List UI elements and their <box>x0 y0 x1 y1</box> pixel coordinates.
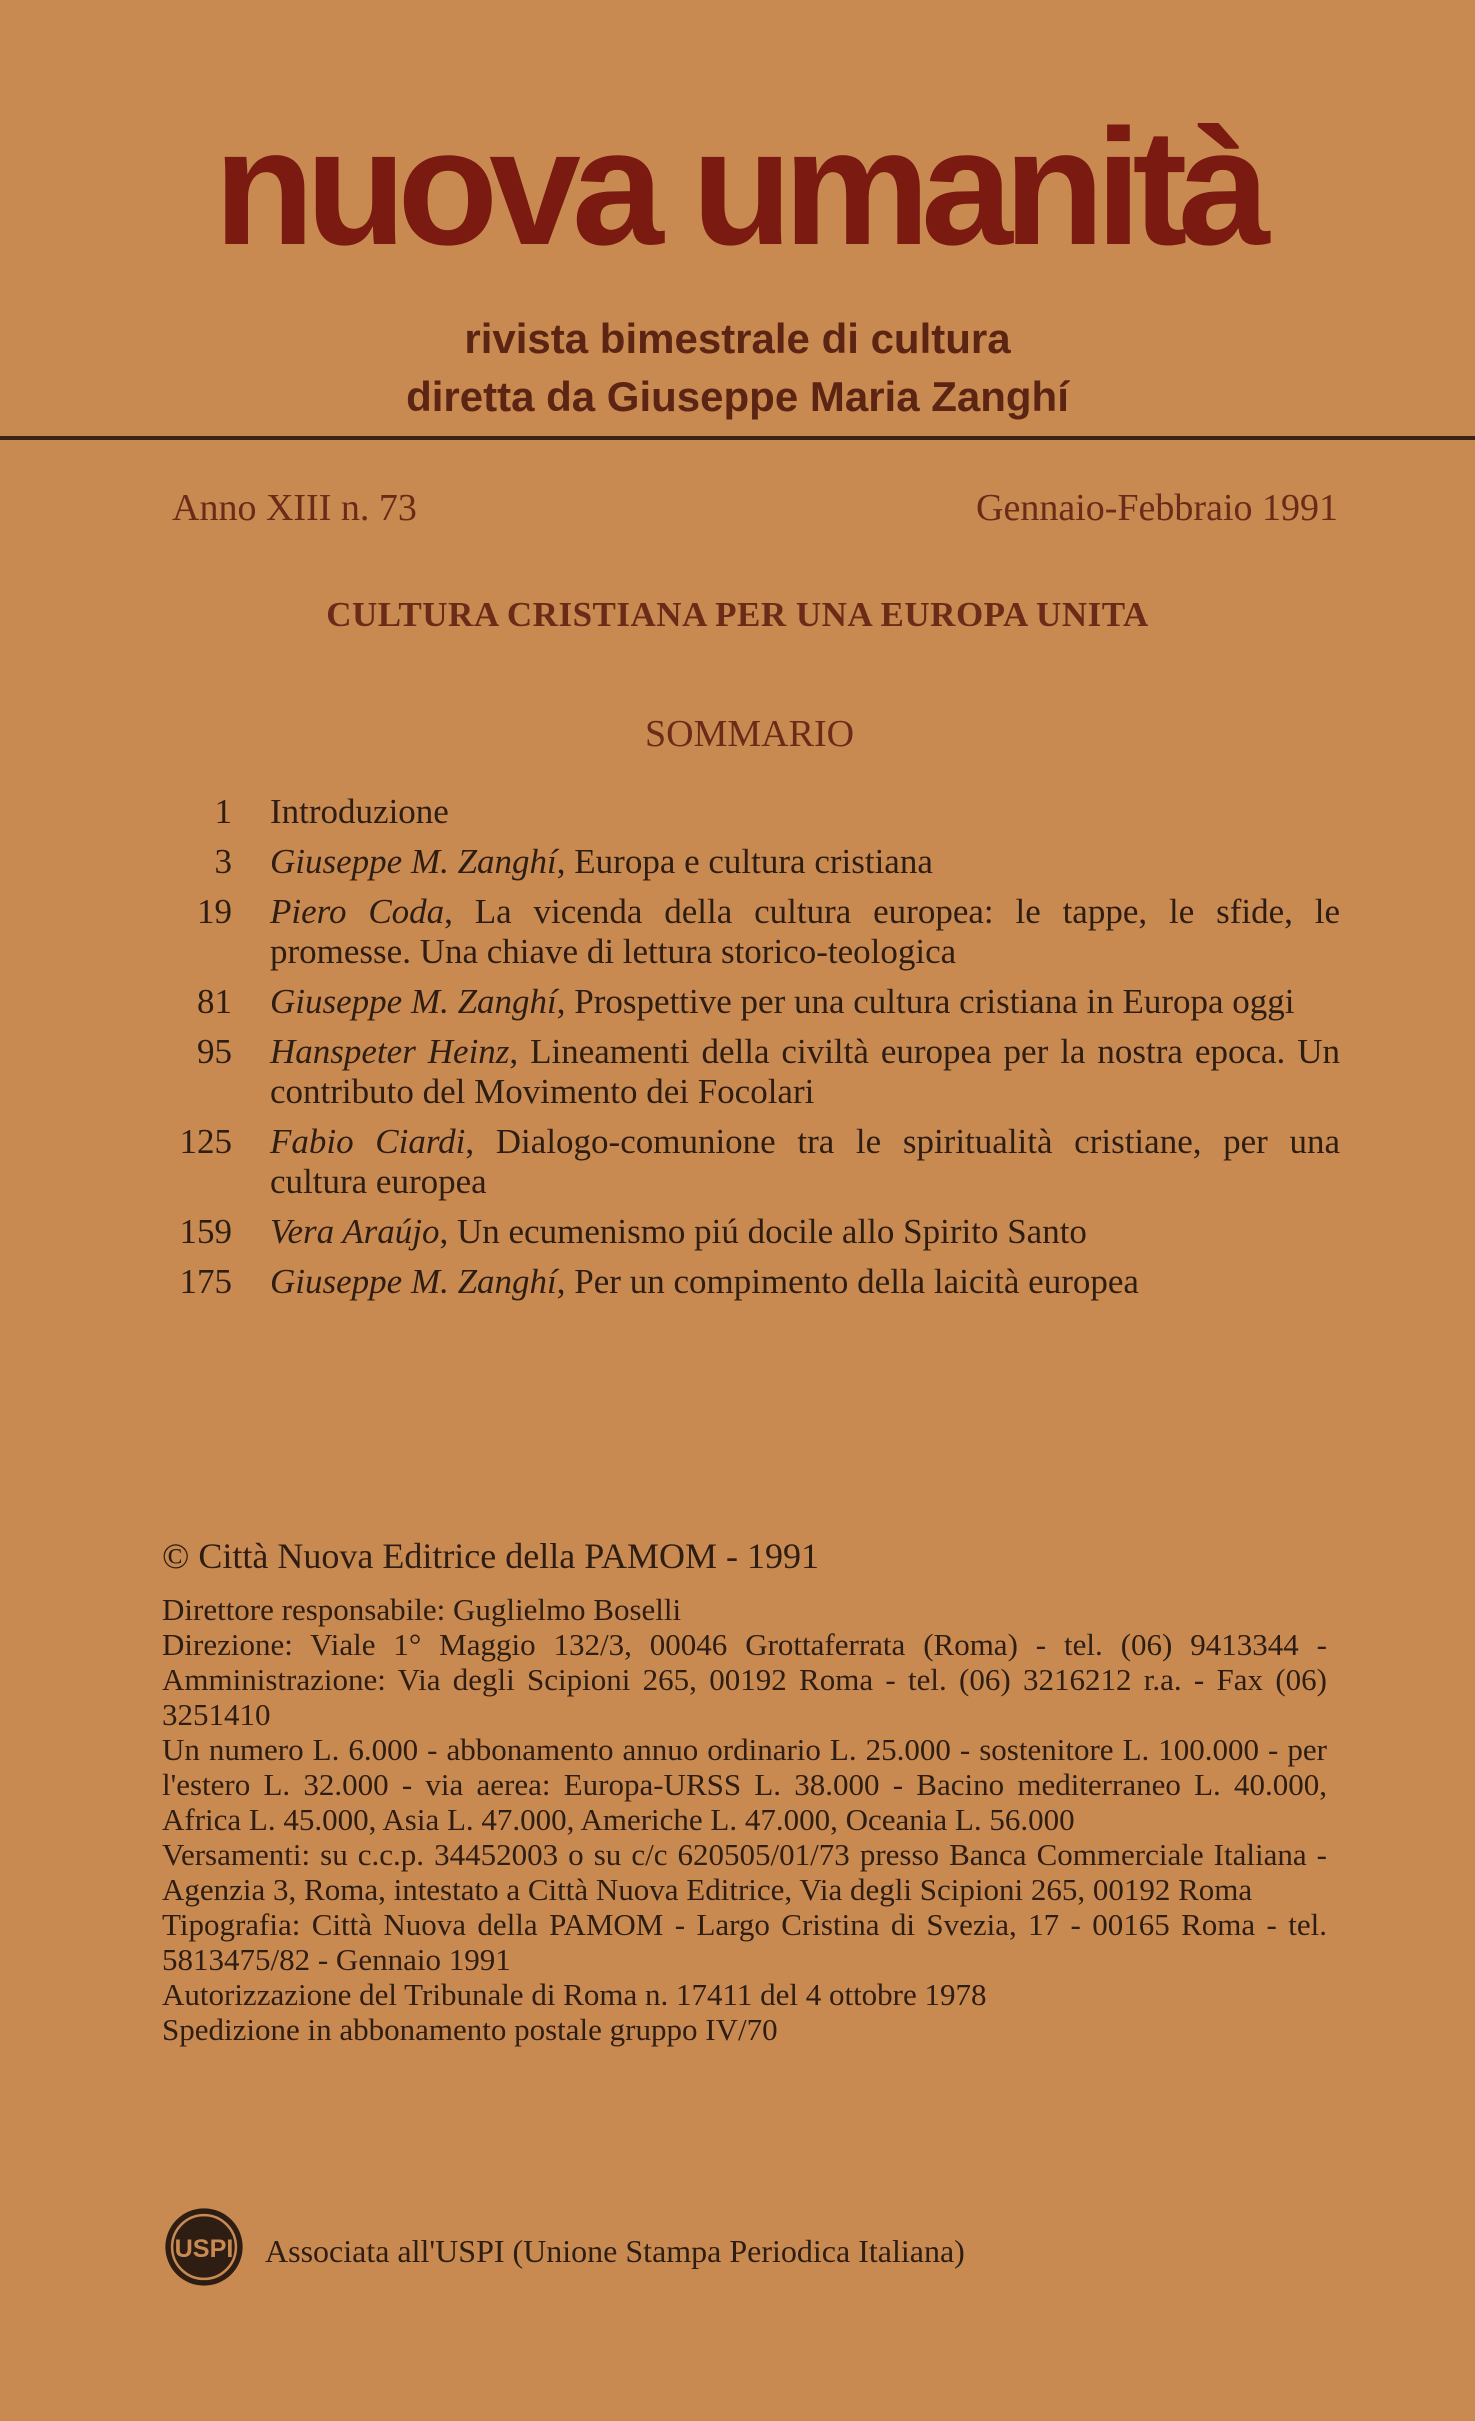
toc-author: Giuseppe M. Zanghí <box>270 1262 557 1301</box>
copyright-line: © Città Nuova Editrice della PAMOM - 1991 <box>162 1536 819 1576</box>
colophon-address: Direzione: Viale 1° Maggio 132/3, 00046 Grottaferrata (Roma) - tel. (06) 9413344 - Amministrazione: Via degli Scipioni 265, 00192 Roma - tel. (06) 3216212 r.a. - Fax (06) 3251410 <box>162 1627 1327 1732</box>
issue-date: Gennaio-Febbraio 1991 <box>976 487 1338 529</box>
colophon-payments: Versamenti: su c.c.p. 34452003 o su c/c 620505/01/73 presso Banca Commerciale Italiana - Agenzia 3, Roma, intestato a Città Nuova Editrice, Via degli Scipioni 265, 00192 Roma <box>162 1837 1327 1907</box>
toc-page-number: 125 <box>179 1122 232 1161</box>
toc-entry <box>150 1262 1340 1302</box>
toc-title: Un ecumenismo piú docile allo Spirito Santo <box>457 1212 1087 1251</box>
toc-entry-text: Fabio Ciardi, Dialogo-comunione tra le spiritualità cristiane, per una cultura europea <box>270 1122 1341 1201</box>
toc-title: La vicenda della cultura europea: le tappe, le sfide, le promesse. Una chiave di lettura storico-teologica <box>270 892 1340 971</box>
uspi-logo-text: USPI <box>174 2235 234 2264</box>
table-of-contents <box>150 792 1340 1312</box>
header-divider <box>0 436 1475 440</box>
issue-number: Anno XIII n. 73 <box>172 487 417 529</box>
toc-page-number: 3 <box>214 842 232 881</box>
toc-author: Giuseppe M. Zanghí <box>270 982 557 1021</box>
colophon-authorization: Autorizzazione del Tribunale di Roma n. 17411 del 4 ottobre 1978 <box>162 1977 987 2012</box>
toc-entry-text: Vera Araújo, Un ecumenismo piú docile allo Spirito Santo <box>270 1212 1087 1251</box>
toc-entry <box>150 792 1340 832</box>
toc-entry-text: Giuseppe M. Zanghí, Prospettive per una cultura cristiana in Europa oggi <box>270 982 1295 1021</box>
toc-page-number: 95 <box>197 1032 232 1071</box>
toc-entry <box>150 842 1340 882</box>
toc-entry <box>150 1032 1340 1112</box>
toc-entry-text: Giuseppe M. Zanghí, Europa e cultura cristiana <box>270 842 933 881</box>
uspi-association: Associata all'USPI (Unione Stampa Periodica Italiana) <box>265 2233 965 2269</box>
toc-author: Vera Araújo <box>270 1212 440 1251</box>
colophon-printer: Tipografia: Città Nuova della PAMOM - Largo Cristina di Svezia, 17 - 00165 Roma - tel. 5813475/82 - Gennaio 1991 <box>162 1907 1327 1977</box>
uspi-logo-icon <box>162 2205 246 2289</box>
toc-author: Fabio Ciardi <box>270 1122 466 1161</box>
toc-author: Giuseppe M. Zanghí <box>270 842 557 881</box>
toc-title: Per un compimento della laicità europea <box>574 1262 1139 1301</box>
toc-entry-text: Giuseppe M. Zanghí, Per un compimento della laicità europea <box>270 1262 1139 1301</box>
toc-page-number: 175 <box>179 1262 232 1301</box>
colophon-director: Direttore responsabile: Guglielmo Boselli <box>162 1592 682 1627</box>
toc-title: Dialogo-comunione tra le spiritualità cristiane, per una cultura europea <box>270 1122 1341 1201</box>
subtitle-line-2: diretta da Giuseppe Maria Zanghí <box>406 373 1069 420</box>
toc-page-number: 159 <box>179 1212 232 1251</box>
toc-author: Hanspeter Heinz <box>270 1032 510 1071</box>
toc-entry-text: Piero Coda, La vicenda della cultura europea: le tappe, le sfide, le promesse. Una chiave di lettura storico-teologica <box>270 892 1340 971</box>
magazine-masthead: nuova umanità <box>213 95 1262 279</box>
toc-page-number: 19 <box>197 892 232 931</box>
toc-entry-text <box>270 792 1340 832</box>
toc-entry <box>150 1212 1340 1252</box>
colophon <box>162 1592 1327 2047</box>
toc-entry-text: Hanspeter Heinz, Lineamenti della civiltà europea per la nostra epoca. Un contributo del Movimento dei Focolari <box>270 1032 1340 1111</box>
toc-entry <box>150 1122 1340 1202</box>
issue-theme: CULTURA CRISTIANA PER UNA EUROPA UNITA <box>326 595 1149 634</box>
colophon-prices: Un numero L. 6.000 - abbonamento annuo ordinario L. 25.000 - sostenitore L. 100.000 - per l'estero L. 32.000 - via aerea: Europa-URSS L. 38.000 - Bacino mediterraneo L. 40.000, Africa L. 45.000, Asia L. 47.000, Americhe L. 47.000, Oceania L. 56.000 <box>162 1732 1327 1837</box>
toc-page-number: 1 <box>214 792 232 831</box>
toc-page-number: 81 <box>197 982 232 1021</box>
toc-entry <box>150 892 1340 972</box>
toc-title: Lineamenti della civiltà europea per la nostra epoca. Un contributo del Movimento dei Focolari <box>270 1032 1340 1111</box>
subtitle-line-1: rivista bimestrale di cultura <box>464 315 1011 362</box>
colophon-shipping: Spedizione in abbonamento postale gruppo IV/70 <box>162 2012 778 2047</box>
toc-title: Prospettive per una cultura cristiana in Europa oggi <box>574 982 1295 1021</box>
sommario-heading: SOMMARIO <box>645 713 855 755</box>
toc-title: Introduzione <box>270 792 449 831</box>
toc-entry <box>150 982 1340 1022</box>
toc-author: Piero Coda <box>270 892 445 931</box>
toc-title: Europa e cultura cristiana <box>574 842 933 881</box>
